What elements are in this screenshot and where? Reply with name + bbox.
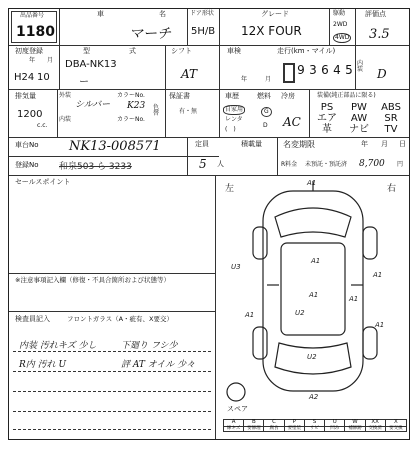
wheel-rear-left: [253, 327, 267, 359]
colorno-label: カラーNo.: [117, 92, 145, 99]
mileage-digits: 9 3 6 4 5: [283, 63, 355, 83]
equip-label: 装備(純正部品に限る): [317, 92, 376, 99]
mark-left-rear: A1: [245, 311, 255, 319]
lot-label: 出品番号: [20, 12, 45, 19]
inspector-line-4: 評 AT オイル 少々: [121, 360, 196, 370]
name-label: 名: [159, 10, 166, 18]
interior-label: 内装: [357, 60, 364, 73]
windshield-label: フロントガラス（A・疵有、X要交）: [67, 315, 174, 323]
capacity-value: 5: [199, 157, 207, 171]
year-value: H24: [14, 72, 35, 83]
mark-hood: A1: [311, 257, 321, 265]
history-label: 車歴: [225, 92, 239, 100]
month-label: 月: [47, 57, 54, 64]
chassis-value: NK13-008571: [69, 139, 161, 154]
meigi-label: 名変期限: [283, 140, 315, 149]
lot-number-box: [11, 11, 57, 43]
mileage-label: 走行(km・マイル): [277, 47, 336, 55]
capacity-label: 定員: [195, 140, 209, 148]
damage-legend: A B C P S U W XX X 線キズ 要修理 腐食 要塗装 サビ 凹み 補修跡 交換済 要交換: [223, 419, 407, 432]
wheel-front-left: [253, 227, 267, 259]
car-label: 車: [97, 10, 104, 18]
colorno-label-2: カラーNo.: [117, 116, 145, 123]
history-rental: レンタ: [225, 116, 243, 123]
mark-left-door: U3: [231, 263, 241, 271]
drive-label: 駆動: [333, 10, 346, 17]
mark-front-bumper: A1: [307, 179, 317, 187]
inspection-year: 年: [241, 76, 248, 83]
interior-value: D: [377, 67, 387, 81]
notes-label: ※注意事項記入欄（修復・不具合箇所および状態等）: [15, 276, 170, 284]
mark-rear-bumper: A2: [309, 393, 319, 401]
ac-label: 冷房: [281, 92, 295, 100]
recycle-label: R料金: [281, 161, 298, 168]
meigi-year: 年: [361, 140, 368, 148]
recycle-value: 未預託・預託済: [305, 161, 348, 168]
ac-value: AC: [283, 115, 301, 129]
yen-label: 円: [397, 161, 404, 168]
drive-4wd-circled: 4WD: [335, 34, 350, 41]
grade-label: グレード: [261, 10, 289, 18]
shift-value: AT: [181, 67, 198, 81]
wheel-rear-right: [363, 327, 377, 359]
windshield: [275, 208, 351, 237]
displacement-value: 1200: [17, 109, 43, 120]
inspector-label: 検査員記入: [15, 315, 50, 323]
grade-value: 12X FOUR: [241, 24, 302, 38]
model-label2: 式: [129, 47, 136, 55]
inspector-line-3: 下廻り フシ少: [121, 341, 178, 351]
left-label: 左: [225, 184, 235, 194]
colorno-value: K23: [127, 101, 146, 111]
car-diagram: [223, 177, 407, 401]
inspection-month: 月: [265, 76, 272, 83]
meigi-day: 日: [399, 140, 406, 148]
mark-right-door: A1: [373, 271, 383, 279]
mark-roof: A1: [309, 291, 319, 299]
score-label: 評価点: [365, 10, 386, 18]
shift-label: シフト: [171, 47, 192, 55]
car-name: マーチ: [129, 26, 171, 42]
history-other: ( ): [225, 126, 236, 133]
right-label: 右: [387, 184, 397, 194]
drive-2wd: 2WD: [333, 21, 348, 28]
displacement-label: 排気量: [15, 92, 36, 100]
mark-right-wheel: A1: [375, 321, 385, 329]
reg-value-struck: 和泉503 ら 3233: [59, 162, 132, 172]
equipment-grid: PS PW ABS エア AW SR 革 ナビ TV: [317, 102, 401, 135]
colorchange-label: 色替: [153, 104, 160, 117]
year-label: 年: [29, 57, 36, 64]
inspector-line-2: R内 汚れ U: [19, 360, 67, 370]
warranty-value: 有・無: [179, 108, 198, 115]
score-value: 3.5: [369, 27, 390, 42]
mark-trunk: U2: [307, 353, 317, 361]
sales-point-label: セールスポイント: [15, 178, 71, 186]
door-value: 5H/B: [191, 26, 216, 37]
inspector-line-1: 内装 汚れキズ 少し: [19, 341, 97, 351]
loading-label: 積載量: [241, 140, 262, 148]
lot-number: 1180: [16, 24, 55, 40]
chassis-label: 車台No: [15, 141, 39, 149]
exterior-label: 外装: [59, 92, 72, 99]
color-value: シルバー: [75, 100, 111, 110]
person-label: 人: [217, 160, 224, 168]
meigi-month: 月: [381, 140, 388, 148]
door-label: ドア形状: [190, 10, 214, 17]
wheel-front-right: [363, 227, 377, 259]
month-value: 10: [37, 72, 50, 83]
model-value: DBA-NK13: [65, 59, 117, 70]
fuel-label: 燃料: [257, 92, 271, 100]
recycle-amount: 8,700: [359, 159, 385, 169]
fuel-diesel: D: [263, 122, 268, 129]
mark-right-rear: A1: [349, 295, 359, 303]
fuel-gasoline-circled: G: [261, 107, 272, 117]
interior-color-label: 内装: [59, 116, 72, 123]
model-sub: ー: [79, 77, 89, 88]
spare-tire-icon: [225, 381, 247, 403]
spare-label: スペア: [227, 405, 248, 413]
first-reg-label: 初度登録: [15, 47, 43, 55]
history-private-circled: 自家用: [225, 106, 244, 113]
cc-label: c.c.: [37, 122, 48, 129]
model-label: 型: [83, 47, 90, 55]
auction-sheet: [8, 8, 410, 440]
warranty-label: 保証書: [169, 92, 190, 100]
reg-label: 登録No: [15, 161, 39, 169]
inspection-label: 車検: [227, 47, 241, 55]
mark-rear-left: U2: [295, 309, 305, 317]
